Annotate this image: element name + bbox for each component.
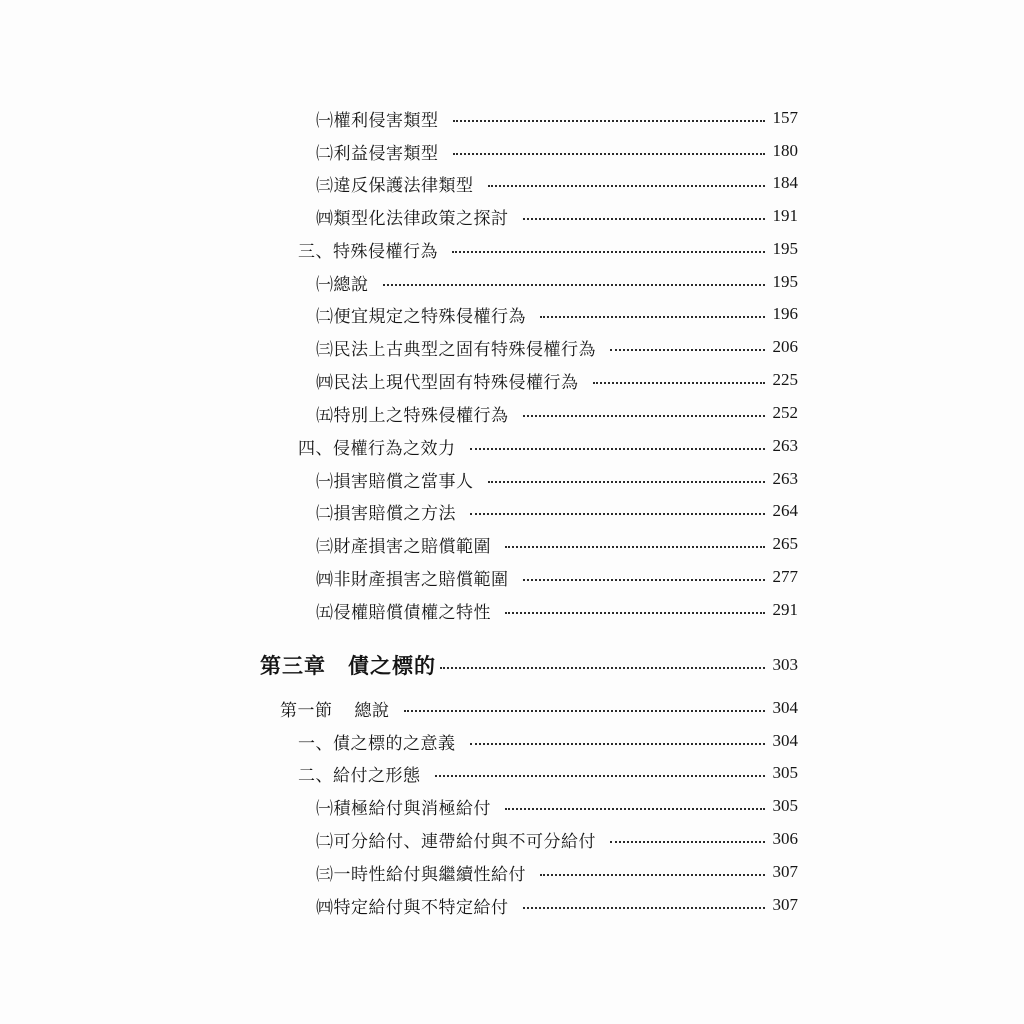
dot-leader bbox=[523, 414, 765, 417]
toc-entry-title: ㈣非財產損害之賠償範圍 bbox=[316, 569, 509, 590]
toc-entry-page: 264 bbox=[772, 501, 798, 520]
toc-entry-page: 306 bbox=[772, 829, 798, 848]
toc-entry-page: 180 bbox=[772, 141, 798, 160]
dot-leader bbox=[488, 480, 765, 483]
toc-entry-title: ㈡利益侵害類型 bbox=[316, 143, 439, 164]
toc-entry-page: 307 bbox=[772, 862, 798, 881]
toc-entry-title: ㈢財產損害之賠償範圍 bbox=[316, 536, 491, 557]
toc-entry bbox=[298, 759, 798, 787]
toc-entry bbox=[298, 235, 798, 263]
dot-leader bbox=[610, 348, 765, 351]
toc-entry-page: 303 bbox=[772, 655, 798, 674]
toc-entry-title: ㈠權利侵害類型 bbox=[316, 110, 439, 131]
toc-entry-title: ㈠積極給付與消極給付 bbox=[316, 798, 491, 819]
toc-entry-page: 184 bbox=[772, 173, 798, 192]
toc-entry-page: 305 bbox=[772, 796, 798, 815]
toc-entry bbox=[316, 366, 798, 394]
toc-entry bbox=[316, 137, 798, 165]
toc-entry-page: 305 bbox=[772, 763, 798, 782]
toc-entry-title: ㈢違反保護法律類型 bbox=[316, 175, 474, 196]
toc-entry bbox=[316, 596, 798, 624]
toc-entry bbox=[316, 202, 798, 230]
toc-chapter-heading bbox=[260, 651, 798, 679]
toc-entry bbox=[316, 497, 798, 525]
toc-entry bbox=[316, 268, 798, 296]
toc-entry-title: ㈡損害賠償之方法 bbox=[316, 503, 456, 524]
toc-entry-page: 157 bbox=[772, 108, 798, 127]
toc-entry-title: 四、侵權行為之效力 bbox=[298, 438, 456, 459]
toc-entry-title: ㈢民法上古典型之固有特殊侵權行為 bbox=[316, 339, 596, 360]
dot-leader bbox=[610, 840, 765, 843]
toc-entry-title: ㈤侵權賠償債權之特性 bbox=[316, 602, 491, 623]
toc-entry-page: 195 bbox=[772, 239, 798, 258]
dot-leader bbox=[404, 709, 765, 712]
dot-leader bbox=[383, 283, 765, 286]
toc-entry-page: 263 bbox=[772, 436, 798, 455]
toc-entry bbox=[316, 169, 798, 197]
toc-entry-page: 265 bbox=[772, 534, 798, 553]
toc-entry bbox=[316, 333, 798, 361]
toc-entry bbox=[316, 563, 798, 591]
toc-entry-page: 304 bbox=[772, 698, 798, 717]
toc-entry-title: ㈠損害賠償之當事人 bbox=[316, 471, 474, 492]
toc-entry-page: 304 bbox=[772, 731, 798, 750]
toc-entry-page: 252 bbox=[772, 403, 798, 422]
toc-entry-page: 307 bbox=[772, 895, 798, 914]
toc-entry bbox=[316, 104, 798, 132]
dot-leader bbox=[593, 381, 765, 384]
toc-entry-title: ㈠總說 bbox=[316, 274, 369, 295]
dot-leader bbox=[523, 217, 765, 220]
toc-entry-page: 263 bbox=[772, 469, 798, 488]
toc-entry-page: 196 bbox=[772, 304, 798, 323]
toc-entry-page: 291 bbox=[772, 600, 798, 619]
dot-leader bbox=[523, 578, 765, 581]
toc-entry-page: 191 bbox=[772, 206, 798, 225]
dot-leader bbox=[540, 315, 765, 318]
dot-leader bbox=[470, 447, 765, 450]
toc-entry-title: ㈣民法上現代型固有特殊侵權行為 bbox=[316, 372, 579, 393]
toc-entry-title: 總說 bbox=[354, 700, 390, 721]
toc-entry bbox=[316, 858, 798, 886]
toc-entry bbox=[316, 825, 798, 853]
dot-leader bbox=[488, 184, 765, 187]
toc-entry bbox=[316, 792, 798, 820]
dot-leader bbox=[470, 742, 765, 745]
toc-entry-title: 二、給付之形態 bbox=[298, 765, 421, 786]
dot-leader bbox=[540, 873, 765, 876]
toc-entry bbox=[316, 399, 798, 427]
toc-entry bbox=[316, 530, 798, 558]
toc-entry-page: 277 bbox=[772, 567, 798, 586]
chapter-title: 債之標的 bbox=[348, 654, 436, 678]
toc-entry-page: 225 bbox=[772, 370, 798, 389]
section-label: 第一節 bbox=[280, 700, 333, 721]
dot-leader bbox=[523, 906, 765, 909]
toc-entry-page: 206 bbox=[772, 337, 798, 356]
dot-leader bbox=[440, 666, 765, 669]
dot-leader bbox=[505, 611, 765, 614]
toc-entry-title: ㈤特別上之特殊侵權行為 bbox=[316, 405, 509, 426]
toc-entry bbox=[298, 432, 798, 460]
toc-entry-page: 195 bbox=[772, 272, 798, 291]
toc-entry-title: ㈢一時性給付與繼續性給付 bbox=[316, 864, 526, 885]
toc-entry bbox=[316, 300, 798, 328]
toc-entry-title: ㈡便宜規定之特殊侵權行為 bbox=[316, 306, 526, 327]
dot-leader bbox=[435, 774, 765, 777]
toc-entry-title: ㈣特定給付與不特定給付 bbox=[316, 897, 509, 918]
toc-entry bbox=[316, 465, 798, 493]
dot-leader bbox=[505, 807, 765, 810]
toc-entry bbox=[280, 694, 798, 722]
toc-entry bbox=[316, 891, 798, 919]
dot-leader bbox=[453, 152, 765, 155]
toc-entry bbox=[298, 727, 798, 755]
toc-entry-title: 一、債之標的之意義 bbox=[298, 733, 456, 754]
dot-leader bbox=[452, 250, 765, 253]
dot-leader bbox=[505, 545, 765, 548]
chapter-label: 第三章 bbox=[260, 654, 326, 678]
dot-leader bbox=[453, 119, 765, 122]
toc-entry-title: ㈣類型化法律政策之探討 bbox=[316, 208, 509, 229]
toc-entry-title: 三、特殊侵權行為 bbox=[298, 241, 438, 262]
dot-leader bbox=[470, 512, 765, 515]
toc-entry-title: ㈡可分給付、連帶給付與不可分給付 bbox=[316, 831, 596, 852]
